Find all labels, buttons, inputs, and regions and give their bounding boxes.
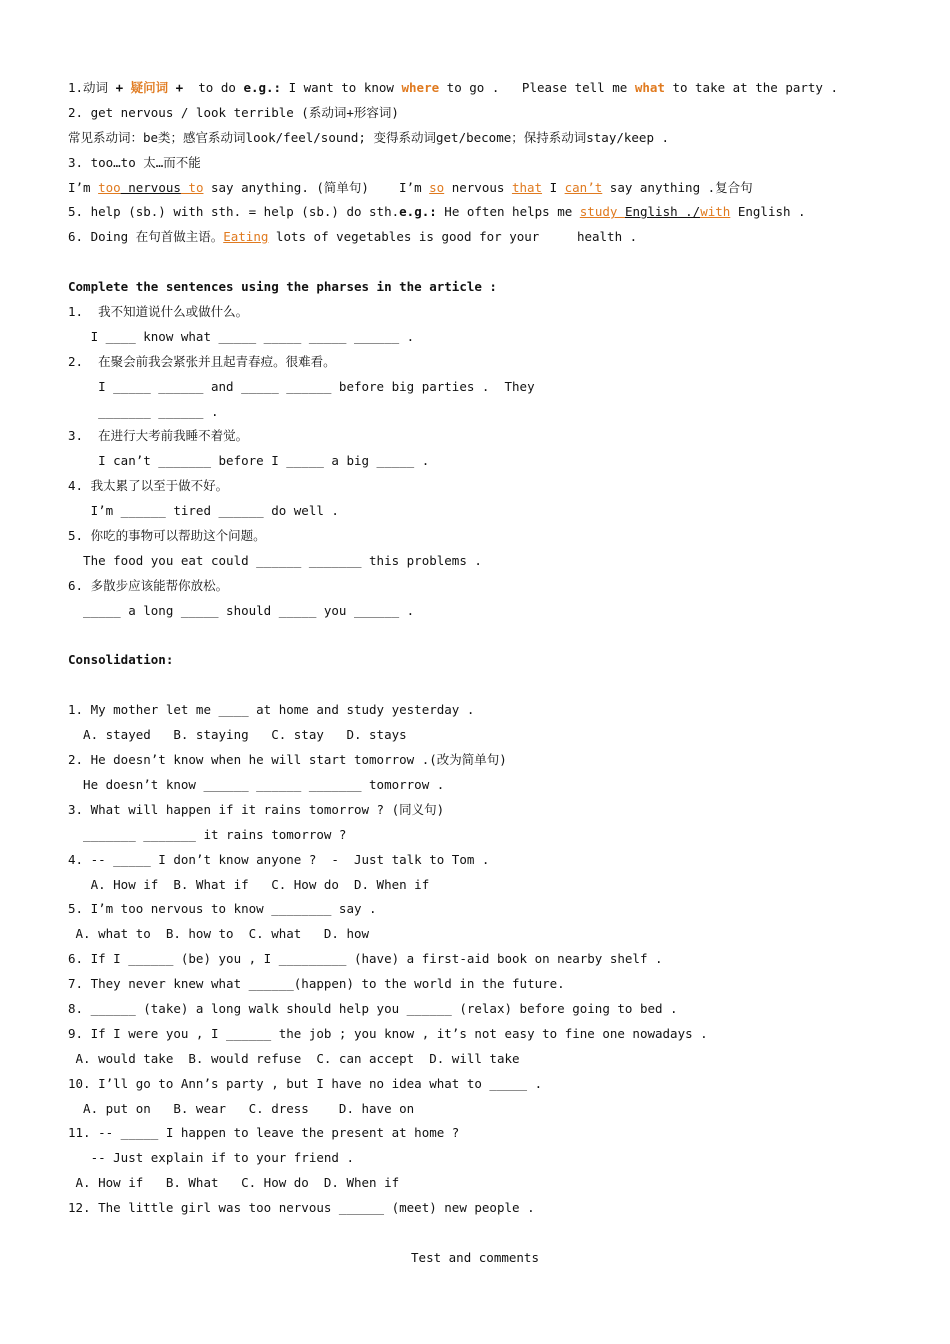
note-3-example [68, 176, 888, 201]
exercise-line: A. would take B. would refuse C. can accept D. will take [68, 1050, 520, 1066]
exercise-line: 1. 我不知道说什么或做什么。 [68, 304, 249, 320]
exercise-line: 8. ______ (take) a long walk should help you ______ (relax) before going to bed . [68, 1000, 678, 1016]
footer-title: Test and comments [411, 1250, 539, 1265]
note-1-where: where [401, 80, 440, 95]
note-1-what: what [634, 80, 665, 95]
note-3-nervous: nervous [120, 179, 181, 195]
exercise-line: 4. -- _____ I don’t know anyone ? - Just talk to Tom . [68, 851, 490, 867]
note-1-text5: to take at the party . [664, 80, 839, 95]
exercise-line: 4. 我太累了以至于做不好。 [68, 478, 229, 494]
note-1-eg: e.g.: [243, 80, 282, 95]
note-1-text3: I want to know [281, 80, 402, 95]
exercise-line: 6. If I ______ (be) you , I _________ (have) a first-aid book on nearby shelf . [68, 951, 663, 967]
note-1-text: 1.动词 [68, 80, 116, 95]
exercise-line: A. what to B. how to C. what D. how [68, 926, 370, 942]
exercise-line: -- Just explain if to your friend . [68, 1150, 354, 1166]
exercise-line: 2. 在聚会前我会紧张并且起青春痘。很难看。 [68, 353, 336, 369]
exercise-line: I’m ______ tired ______ do well . [68, 503, 339, 519]
note-5-text: 5. help (sb.) with sth. = help (sb.) do sth. [68, 204, 400, 220]
note-3-too: too [98, 179, 121, 195]
exercise-line: I can’t _______ before I _____ a big _____ . [68, 453, 430, 469]
exercise-line: I _____ ______ and _____ ______ before big parties . They [68, 378, 535, 394]
exercise-line: _____ a long _____ should _____ you ______ . [68, 602, 415, 618]
document-body [68, 76, 888, 1221]
note-3-text5: say anything .复合句 [602, 179, 753, 195]
note-6 [68, 225, 888, 250]
note-5 [68, 200, 888, 225]
exercise-line: 5. I’m too nervous to know ________ say . [68, 901, 377, 917]
note-3-so: so [429, 179, 445, 195]
note-5-study: study [579, 204, 625, 220]
exercise-line: The food you eat could ______ _______ this problems . [68, 552, 482, 568]
note-3-text2: say anything. (简单句) I’m [203, 179, 430, 195]
exercise-line: 7. They never knew what ______(happen) to the world in the future. [68, 976, 565, 992]
note-2-linking-verbs: 常见系动词：be类；感官系动词look/feel/sound; 变得系动词get/become；保持系动词stay/keep . [68, 129, 670, 145]
note-5-text2: He often helps me [436, 204, 580, 220]
exercise-line: I ____ know what _____ _____ _____ ______ . [68, 328, 415, 344]
spacer [68, 250, 888, 275]
note-1 [68, 76, 888, 101]
note-1-text4: to go . Please tell me [439, 80, 635, 95]
note-5-eg: e.g.: [399, 204, 437, 220]
note-3-that: that [511, 179, 543, 195]
exercise-line: 1. My mother let me ____ at home and study yesterday . [68, 702, 475, 718]
spacer [68, 624, 888, 649]
note-6-text: 6. Doing 在句首做主语。 [68, 229, 224, 245]
exercise-line: A. put on B. wear C. dress D. have on [68, 1100, 415, 1116]
note-6-text2: lots of vegetables is good for your health . [268, 229, 638, 245]
note-5-english: English ./ [624, 204, 701, 220]
exercise-line: 9. If I were you , I ______ the job ; you know , it’s not easy to fine one nowadays . [68, 1025, 708, 1041]
complete-exercise [68, 300, 888, 624]
note-5-text3: English . [730, 204, 806, 220]
complete-title: Complete the sentences using the pharses in the article : [68, 279, 497, 295]
exercise-line: A. stayed B. staying C. stay D. stays [68, 727, 407, 743]
note-3-cant: can’t [564, 179, 603, 195]
exercise-line: 6. 多散步应该能帮你放松。 [68, 577, 229, 593]
note-3-text3: nervous [444, 179, 512, 195]
exercise-line: 11. -- _____ I happen to leave the present at home ? [68, 1125, 460, 1141]
note-3-text: I’m [68, 179, 99, 195]
exercise-line: 12. The little girl was too nervous ______ (meet) new people . [68, 1200, 535, 1216]
exercise-line: _______ ______ . [68, 403, 219, 419]
note-2: 2. get nervous / look terrible (系动词+形容词) [68, 104, 399, 120]
exercise-line: 3. What will happen if it rains tomorrow ? (同义句) [68, 801, 445, 817]
note-1-keyword: 疑问词 [130, 80, 169, 95]
spacer [68, 673, 888, 698]
exercise-line: He doesn’t know ______ ______ _______ tomorrow . [68, 776, 445, 792]
exercise-line: 5. 你吃的事物可以帮助这个问题。 [68, 528, 266, 544]
exercise-line: 2. He doesn’t know when he will start tomorrow .(改为简单句) [68, 752, 507, 768]
exercise-line: 10. I’ll go to Ann’s party , but I have no idea what to _____ . [68, 1075, 543, 1091]
note-1-plus2: + [168, 80, 184, 95]
note-1-text2: to do [183, 80, 244, 95]
exercise-line: A. How if B. What if C. How do D. When if [68, 876, 430, 892]
consolidation-title: Consolidation: [68, 652, 174, 668]
note-1-plus: + [115, 80, 131, 95]
note-3-text4: I [542, 179, 565, 195]
exercise-line: _______ _______ it rains tomorrow ? [68, 826, 347, 842]
consolidation-exercise [68, 698, 888, 1221]
note-3-to: to [180, 179, 204, 195]
note-6-eating: Eating [223, 229, 269, 245]
exercise-line: 3. 在进行大考前我睡不着觉。 [68, 428, 249, 444]
exercise-line: A. How if B. What C. How do D. When if [68, 1175, 400, 1191]
note-3: 3. too…to 太…而不能 [68, 154, 201, 170]
note-5-with: with [700, 204, 731, 220]
